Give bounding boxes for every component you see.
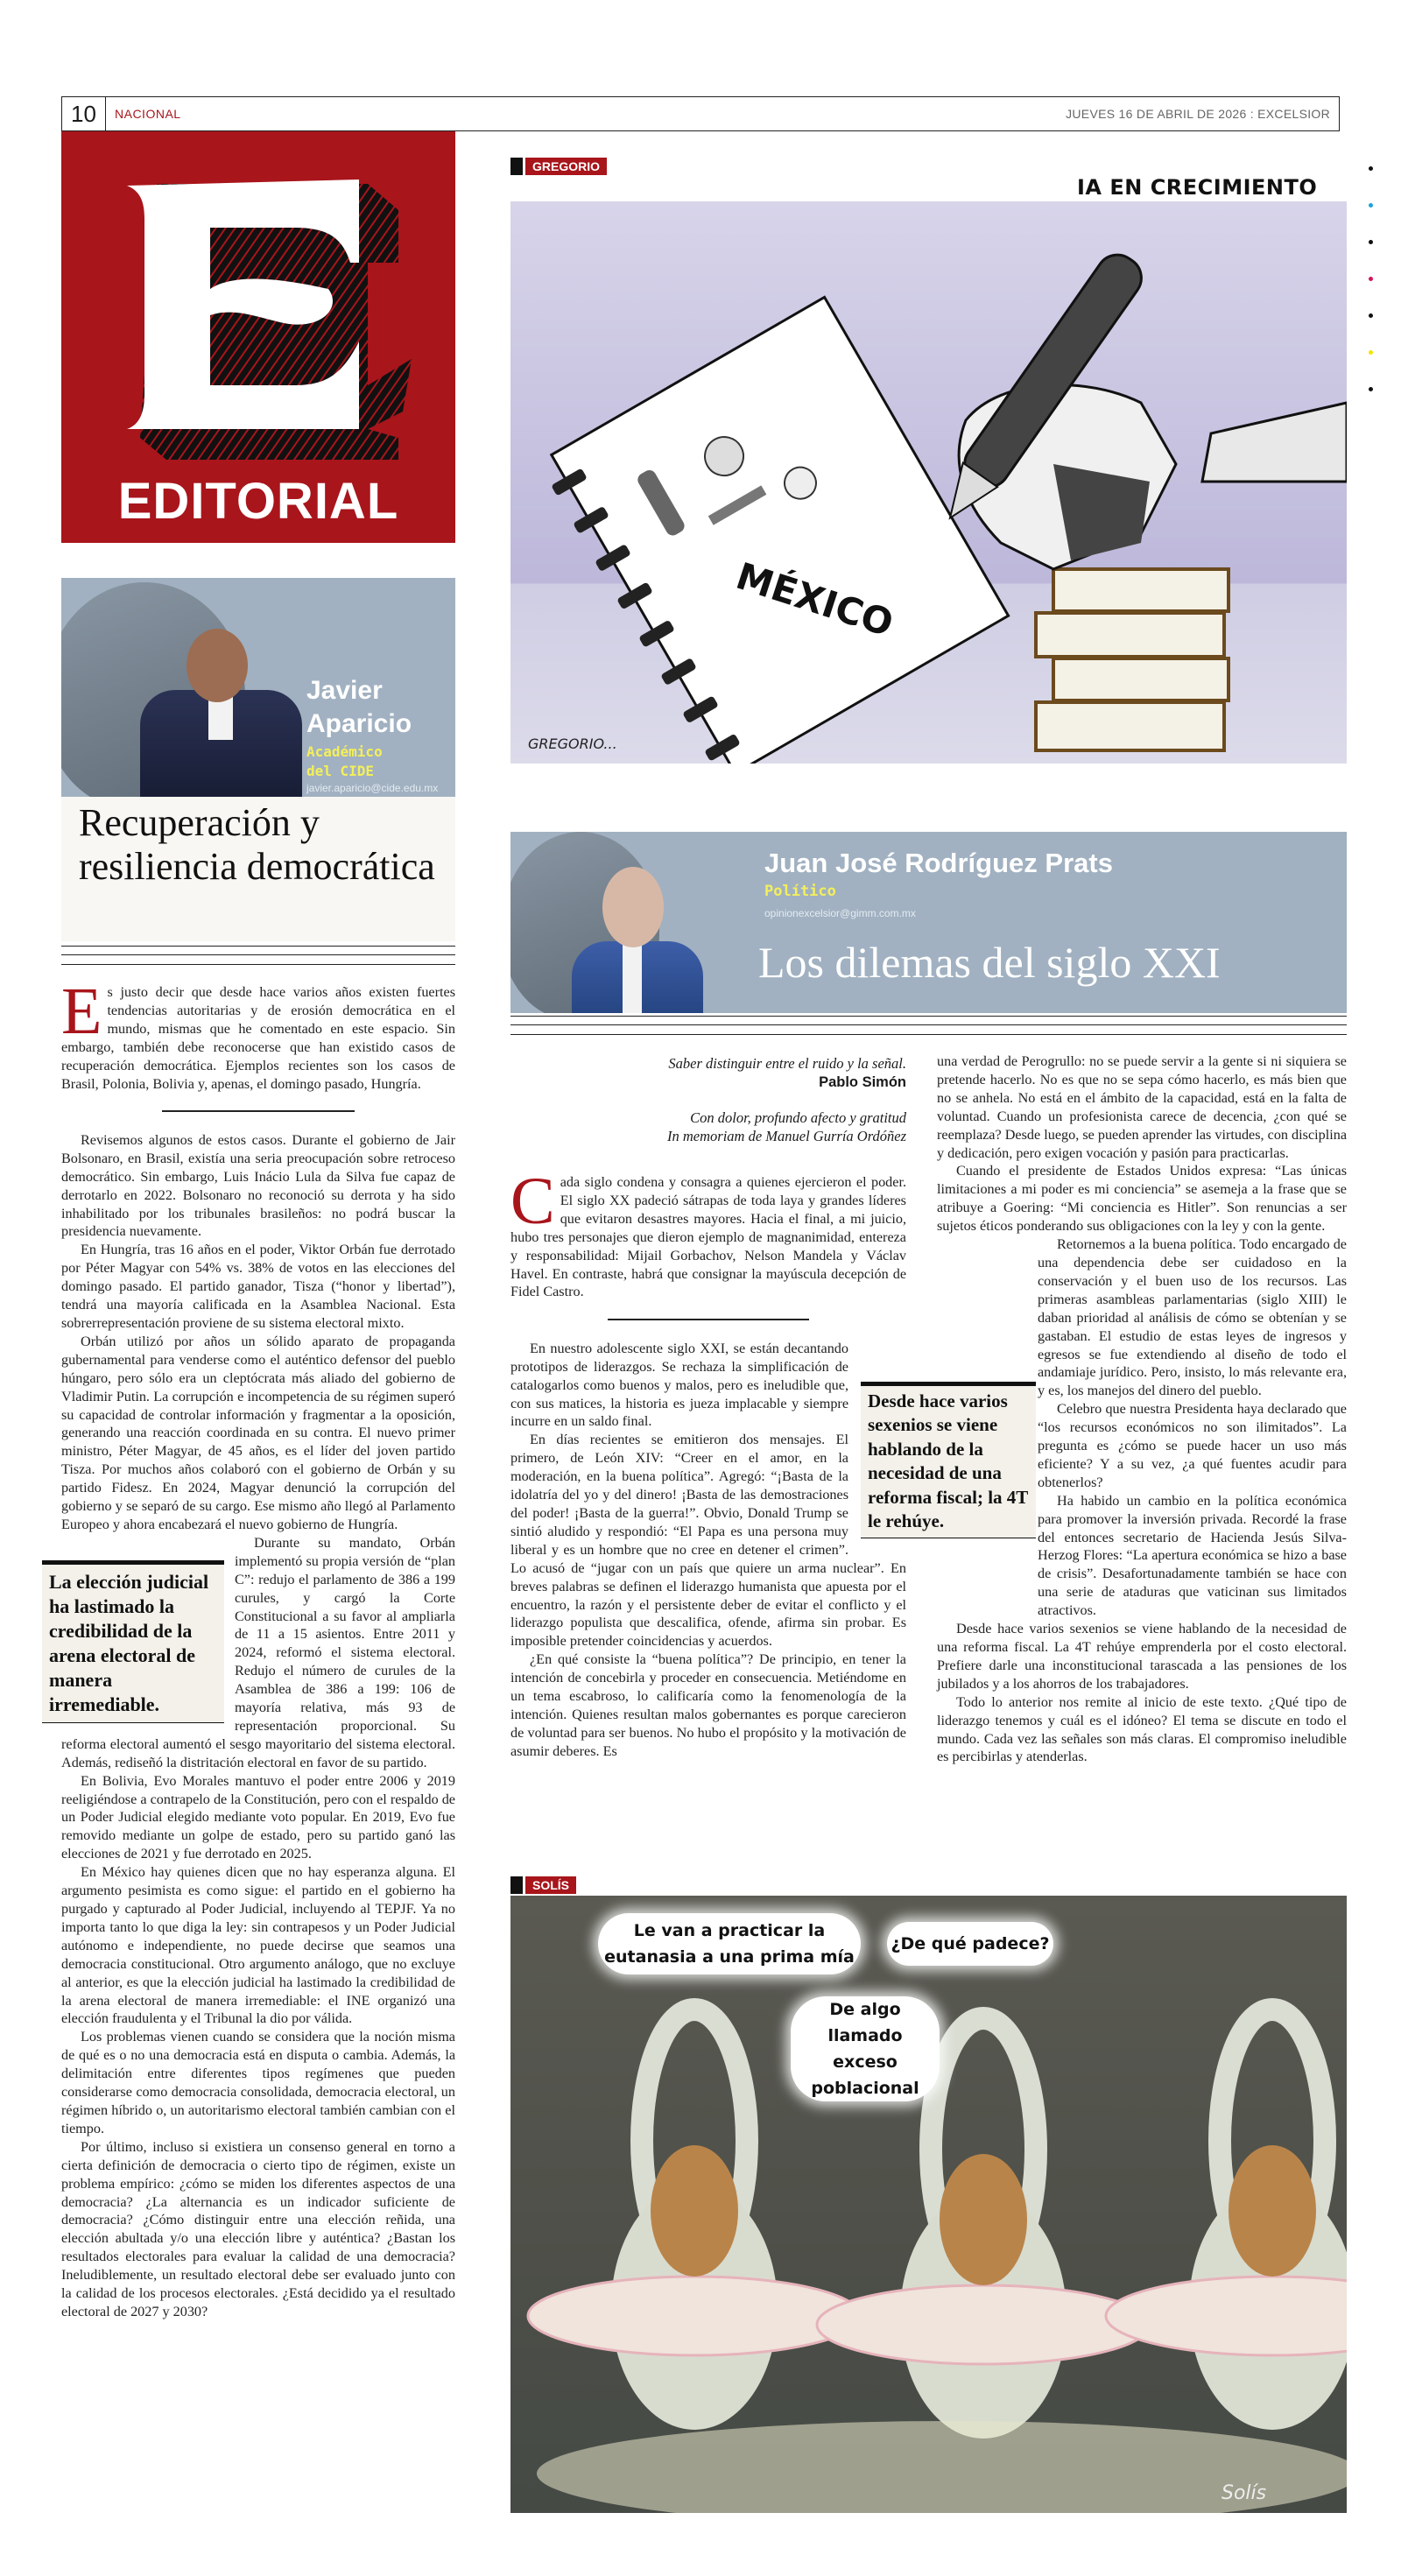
drop-cap: C [510, 1165, 555, 1238]
paragraph: Orbán utilizó por años un sólido aparato de propaganda gubernamental para venderse como el auténtico defensor del pueblo húngaro, pero sólo era un cleptócrata más aliado del gobierno de Vladimir Putin. La corrupción e incompetencia de su régimen superó su capacidad de controlar información y fragmentar a la oposición, generando una reacción coordinada en su contra. El nuevo primer ministro, Péter Magyar, de 45 años, es el líder del joven partido Tisza. Por muchos años colaboró con el gobierno de Orbán y su partido Fidesz. En 2024, Magyar denunció la corrupción del gobierno y se separó de su cargo. Ese mismo año llegó al Parlamento Europeo y ahora encabezará el nuevo gobierno de Hungría. [61, 1333, 455, 1532]
cartoon-ia-en-crecimiento [510, 201, 1347, 764]
date-line: JUEVES 16 DE ABRIL DE 2026 : EXCELSIOR [1066, 107, 1330, 121]
robot-hand-writing-illustration [510, 201, 1347, 764]
ballet-dancers-illustration [510, 1896, 1347, 2513]
paragraph: Desde hace varios sexenios se viene hablando de la necesidad de una reforma fiscal. La 4T rehúye emprenderla por el costo electoral. Prefiere darle una inconstitucional tarascada a las pensiones de los jubilados y a los ahorros de los trabajadores. [937, 1621, 1347, 1692]
separator-rule [162, 1110, 355, 1112]
author-name: Juan José Rodríguez Prats [764, 848, 1113, 878]
article-body-right-col-a [510, 1165, 1029, 1761]
cartoon-ballet-hippos [510, 1896, 1347, 2513]
epigraph [510, 1055, 906, 1146]
cartoonist-name: GREGORIO [525, 158, 607, 175]
paragraph [49, 1534, 455, 1772]
columnist-banner-aparicio [61, 578, 455, 797]
author-portrait-face [602, 867, 664, 947]
drop-cap: E [61, 975, 102, 1048]
registration-dot [1369, 313, 1373, 318]
section-label[interactable]: NACIONAL [115, 107, 181, 121]
lead-text: ada siglo condena y consagra a quienes ejercieron el poder. El siglo XX padeció sátrapas de toda laya y grandes líderes que evitaron desastres mayores. Hacia el final, a mi juicio, hubo tres personajes que dieron ejemplo de magnanimidad, entereza y responsabilidad: Mijail Gorbachov, Nelson Mandela y Václav Havel. En contraste, habrá que consignar la mayúscula decepción de Fidel Castro. [510, 1174, 906, 1300]
paragraph: Revisemos algunos de estos casos. Durante el gobierno de Jair Bolsonaro, en Brasil, existía una seria preocupación sobre retroceso democrático. Sin embargo, Luis Inácio Lula da Silva fue capaz de derrotarlo en 2022. Bolsonaro no reconoció su derrota y ha sido inhabilitado por los tribunales brasileños: no podrá buscar la presidencia nuevamente. [61, 1131, 455, 1240]
author-role-line1: Académico [306, 743, 383, 760]
paragraph: Los problemas vienen cuando se considera que la noción misma de qué es o no una democracia está en disputa o cambia. Además, la delimitación entre diferentes tipos regímenes que pueden considerarse como democracia consolidada, democracia electoral, un régimen híbrido o, un autoritarismo electoral también cambian con el tiempo. [61, 2029, 455, 2136]
paragraph: En Bolivia, Evo Morales mantuvo el poder entre 2006 y 2019 reeligiéndose a contrapelo de la Constitución, pero con el respaldo de un Poder Judicial elegido mediante voto popular. En 2019, Evo fue removido mediante un golpe de estado, pero su partido ganó las elecciones de 2021 y fue derrotado en 2025. [61, 1772, 455, 1862]
columnist-banner-rodriguez-prats [510, 832, 1347, 1013]
separator-rule [608, 1319, 809, 1320]
registration-dot [1369, 240, 1373, 244]
cartoonist-name: SOLÍS [525, 1876, 576, 1894]
author-email[interactable]: opinionexcelsior@gimm.com.mx [764, 907, 916, 919]
paragraph: Por último, incluso si existiera un consenso general en torno a cierta definición de democracia o cierto tipo de régimen, existe un problema empírico: ¿cómo se miden los diferentes aspectos de una democracia? ¿La alternancia es un indicador suficiente de democracia? ¿Cómo distinguir entre una elección reñida, una elección abultada y/o una elección libre y auténtica? ¿Bastan los resultados electorales para evaluar la calidad de una democracia? Ineludiblemente, un resultado electoral debe ser evaluado junto con la calidad de los procesos electorales. ¿Está decidido ya el resultado electoral de 2027 y 2030? [61, 2138, 455, 2319]
author-portrait-shirt [623, 941, 642, 1013]
speech-bubble-3: De algo llamado exceso poblacional [791, 1996, 940, 2101]
speech-bubble-1: Le van a practicar la eutanasia a una prima mía [598, 1913, 861, 1974]
dedication-line-1: Con dolor, profundo afecto y gratitud [690, 1109, 906, 1126]
paragraph: En días recientes se emitieron dos mensajes. El primero, de León XIV: “Creer en el amor, en la moderación, en la buena política”. Agregó: “¡Basta de la idolatría del yo y del dinero! ¡Basta de las demostraciones del poder! ¡Basta de la guerra!”. Obvio, Donald Trump se sintió aludido y respondió: “El Papa es una persona muy liberal y es un hombre que no cree en detener el crimen”. Lo acusó de “jugar con un país que quiere un arma nuclear”. En breves palabras se definen el liderazgo humanista que apuesta por el encuentro, la razón y el persistente deber de evitar el conflicto y el liderazgo populista que descalifica, ofende, afirma sin probar. Es imposible pretender coincidencias y acuerdos. [510, 1432, 906, 1650]
epigraph-quote: Saber distinguir entre el ruido y la señal. [668, 1055, 906, 1072]
registration-dot [1369, 203, 1373, 208]
author-last-name: Aparicio [306, 709, 412, 738]
paragraph [937, 1235, 1347, 1400]
pull-quote-right: Desde hace varios sexenios se viene hablando de la necesidad de una reforma fiscal; la 4T le rehúye. [861, 1382, 1036, 1538]
lead-paragraph [61, 975, 455, 1093]
print-registration-marks [1367, 166, 1374, 424]
speech-bubble-2: ¿De qué padece? [887, 1922, 1053, 1966]
registration-dot [1369, 350, 1373, 355]
notebook-mexico-text: MÉXICO [730, 553, 899, 645]
page-header [61, 96, 1340, 131]
title-rules-left [61, 946, 455, 965]
paragraph: Cuando el presidente de Estados Unidos expresa: “Las únicas limitaciones a mi poder es mi conciencia” se asemeja a la frase que se atribuye a Goering: “Mi conciencia es Hitler”. Son renuncias a ser sujetos éticos ponderando sus obligaciones con la ley y con la gente. [937, 1163, 1347, 1235]
paragraph: ¿En qué consiste la “buena política”? De principio, en tener la intención de concebirla y proceder en consecuencia. Metiéndome en un tema escabroso, lo calificaría como la fenomenología de la intención. Quienes resultan malos gobernantes es porque carecieron de voluntad para ser buenos. No hubo el propósito y la motivación de asumir deberes. Es [510, 1651, 906, 1759]
author-role [306, 743, 383, 781]
paragraph: Ha habido un cambio en la política económica para promover la inversión privada. Recordé la frase del entonces secretario de Hacienda Jesús Silva-Herzog Flores: “La apertura económica se hizo a base de crisis”. Desafortunadamente también se hace con una serie de ataduras que vaticinan sus limitados atractivos. [1038, 1492, 1347, 1619]
paragraph-text: Durante su mandato, Orbán implementó su propia versión de “plan C”: redujo el parlamento de 386 a 199 curules, y cargó la Corte Constitucional a su favor al ampliarla de 11 a 15 asientos. Entre 2011 y 2024, reformó el sistema electoral. Redujo el número de curules de la Asamblea de 386 a 199: 106 de mayoría relativa, más 93 de representación proporcional. Su reforma electoral aumentó el sesgo mayoritario del sistema electoral. Además, rediseñó la distritación electoral en favor de su partido. [61, 1534, 455, 1770]
article-body-left [49, 975, 455, 2321]
page-number: 10 [62, 97, 106, 130]
tag-block [510, 158, 523, 175]
notebook [538, 297, 1008, 764]
paragraph: una verdad de Perogrullo: no se puede servir a la gente si ni siquiera se pretende hacerlo. No es que no se sepa cómo hacerlo, es más bien que no se anhela. No está en el ámbito de la capacidad, está en la falta de voluntad. Cuando un profesionista carece de decencia, ¿con qué se reemplaza? Desde luego, se pueden aprender las virtudes, con disciplina y dedicación, pero exigen vocación y pasión para practicarlas. [937, 1053, 1347, 1161]
lead-paragraph [510, 1165, 906, 1301]
cartoon-signature-solis: Solís [1221, 2482, 1267, 2504]
registration-dot [1369, 277, 1373, 281]
pull-quote-wrap-space [937, 1341, 1038, 1603]
paragraph [510, 1340, 1029, 1532]
author-role-line2: del CIDE [306, 763, 375, 779]
registration-dot [1369, 166, 1373, 171]
tag-block [510, 1876, 523, 1894]
author-first-name: Javier [306, 676, 383, 705]
article-body-right-col-b [937, 1052, 1347, 1766]
author-email[interactable]: javier.aparicio@cide.edu.mx [306, 782, 439, 794]
paragraph-text: En nuestro adolescente siglo XXI, se están decantando prototipos de liderazgos. Se rechaza la simplificación de catalogarlos como buenos y malos, pero es ineludible que, con sus matices, la historia es jueza implacable y siempre incurre en un saldo final. [510, 1340, 848, 1430]
dancer-right [1106, 2009, 1347, 2430]
dedication-line-2: In memoriam de Manuel Gurría Ordóñez [667, 1127, 906, 1144]
author-role: Político [764, 883, 836, 900]
title-rules-right [510, 1016, 1347, 1035]
registration-dot [1369, 387, 1373, 391]
cartoonist-tag-solis [510, 1876, 576, 1894]
cartoon-title: IA EN CRECIMIENTO [1077, 175, 1318, 200]
editorial-logo [61, 131, 455, 543]
author-name [306, 674, 412, 741]
paragraph: En Hungría, tras 16 años en el poder, Viktor Orbán fue derrotado por Péter Magyar con 54% vs. 38% de votos en las elecciones del domingo pasado. El partido ganador, Tisza (“honor y libertad”), tendrá una mayoría calificada en la Asamblea Nacional. Esta sobrerrepresentación proviene de su sistema electoral mixto. [61, 1242, 455, 1331]
cartoonist-tag-gregorio [510, 158, 607, 175]
books-stack [1036, 569, 1229, 750]
paragraph: Todo lo anterior nos remite al inicio de este texto. ¿Qué tipo de liderazgo tenemos y cuál es el idóneo? El tema se discute en todo el mundo. Cada vez las señales son más claras. El compromiso ineludible es percibirlas y atenderlas. [937, 1693, 1347, 1765]
cartoon-signature-gregorio: GREGORIO... [528, 735, 617, 752]
epigraph-author: Pablo Simón [819, 1073, 906, 1090]
pull-quote-left: La elección judicial ha lastimado la credibilidad de la arena electoral de manera irremediable. [42, 1560, 224, 1723]
article-title-right: Los dilemas del siglo XXI [758, 938, 1221, 987]
paragraph: En México hay quienes dicen que no hay esperanza alguna. El argumento pesimista es como sigue: el partido en el gobierno ha purgado y capturado al Poder Judicial, incluyendo al TEPJF. Ya no importa tanto lo que diga la ley: sin contrapesos y un Poder Judicial autónomo e independiente, no puede decirse que seamos una democracia constitucional. Otro argumento análogo, que no excluye al anterior, es que la elección judicial ha lastimado la credibilidad de la arena electoral de manera irremediable: el INE organizó una elección fraudulenta y el Tribunal la dio por válida. [61, 1864, 455, 2027]
editorial-word: EDITORIAL [117, 473, 399, 530]
author-portrait-face [187, 629, 248, 702]
lead-text: s justo decir que desde hace varios años existen fuertes tendencias autoritarias y de erosión democrática en el mundo, mismas que he comentado en este espacio. Sin embargo, también debe reconocerse que han existido casos de recuperación democrática. Ejemplos recientes son los casos de Brasil, Polonia, Bolivia y, apenas, el domingo pasado, Hungría. [61, 984, 455, 1092]
paragraph: Celebro que nuestra Presidenta haya declarado que “los recursos económicos no son ilimitados”. La pregunta es ¿cómo se puede hacer un uso más eficiente? Y a su vez, ¿a qué fuentes acudir para obtenerlos? [1038, 1401, 1347, 1490]
paragraph-text: Retornemos a la buena política. Todo encargado de una dependencia debe ser cuidadoso en la conservación y el buen uso de los recursos. Las primeras asambleas parlamentarias (siglo XIII) le daban prioridad al análisis de cómo se obtenían y se gastaban. El estudio de estas leyes de ingresos y egresos se fue extendiendo al diseño de todo el andamiaje jurídico. Pero, insisto, lo más relevante era, y es, los manejos del dinero del pueblo. [1038, 1236, 1347, 1399]
article-title-left: Recuperación y resiliencia democrática [61, 797, 455, 941]
